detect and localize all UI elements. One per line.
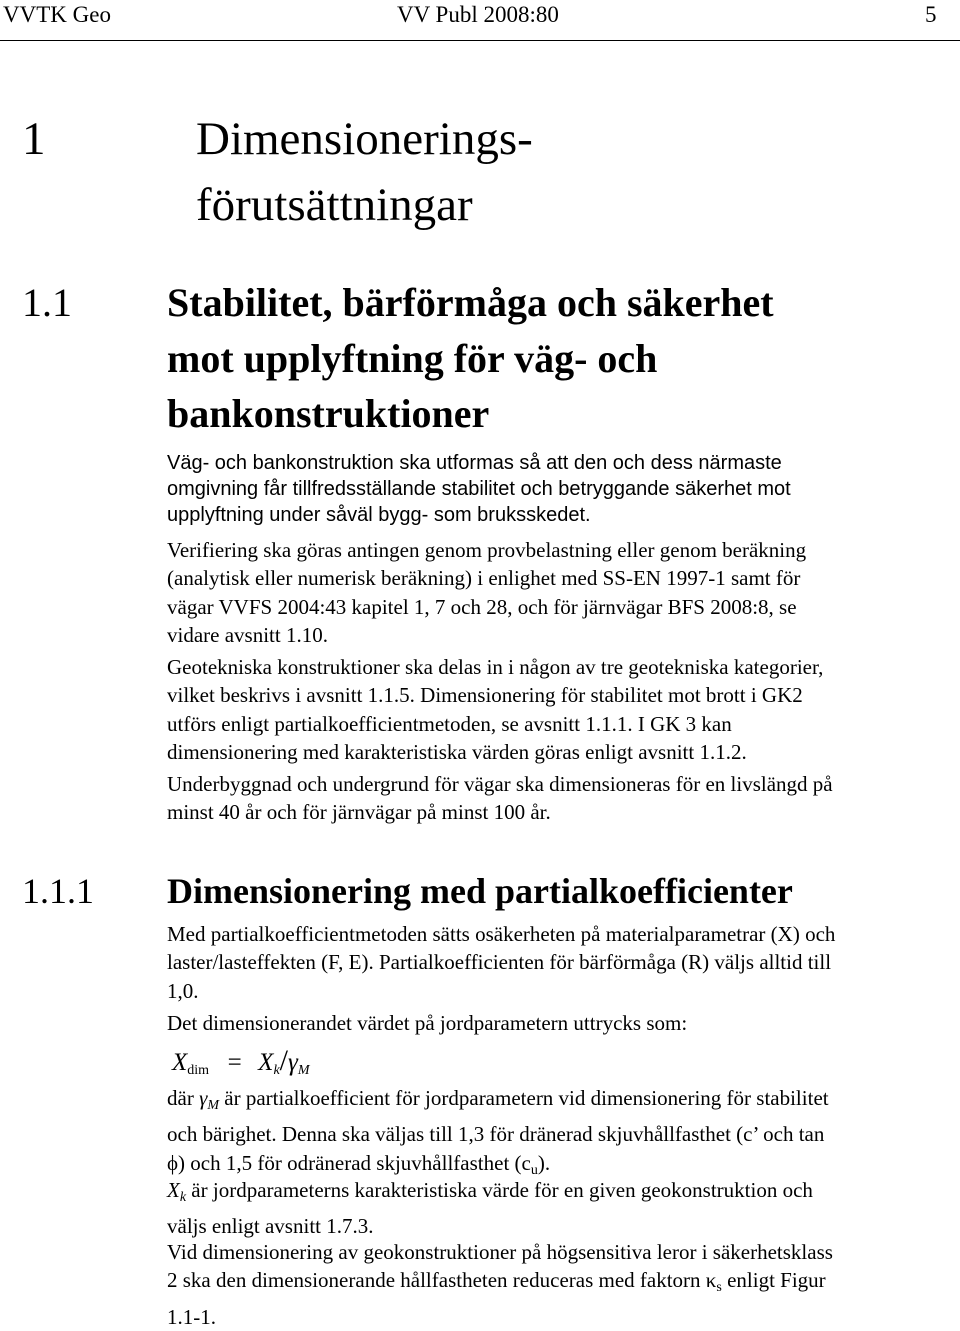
text-span: enligt Figur <box>721 1268 826 1293</box>
section-1-1-number: 1.1 <box>22 280 72 325</box>
section-1-1-title-line3: bankonstruktioner <box>167 391 490 436</box>
gamma-symbol: γ <box>199 1086 208 1110</box>
text-span: 2 ska den dimensionerande hållfastheten reduceras med faktorn κ <box>167 1268 717 1293</box>
section-1-1-1-number: 1.1.1 <box>22 871 94 911</box>
paragraph-line: minst 40 år och för järnvägar på minst 100 år. <box>167 800 551 825</box>
formula-dim-subscript: dim <box>187 1063 210 1078</box>
header-page-number: 5 <box>925 2 937 27</box>
paragraph-line: vägar VVFS 2004:43 kapitel 1, 7 och 28, och för järnvägar BFS 2008:8, se <box>167 594 797 619</box>
paragraph-line <box>167 1176 813 1212</box>
chapter-title-line1: Dimensionerings- <box>196 113 533 165</box>
intro-line: omgivning får tillfredsställande stabilitet och betryggande säkerhet mot <box>167 478 791 500</box>
paragraph-line: Underbyggnad och undergrund för vägar ska dimensioneras för en livslängd på <box>167 772 833 796</box>
paragraph-line: 1,0. <box>167 978 199 1003</box>
paragraph-line: Vid dimensionering av geokonstruktioner på högsensitiva leror i säkerhetsklass <box>167 1240 833 1264</box>
formula-slash: / <box>279 1044 289 1077</box>
header-rule <box>0 40 960 41</box>
text-span: är partialkoefficient för jordparametern vid dimensionering för stabilitet <box>219 1086 829 1110</box>
formula-x-dim: X <box>172 1049 188 1076</box>
paragraph-line: laster/lasteffekten (F, E). Partialkoefficienten för bärförmåga (R) väljs alltid till <box>167 950 832 975</box>
chapter-title-line2: förutsättningar <box>196 179 473 231</box>
paragraph-line: utförs enligt partialkoefficientmetoden, se avsnitt 1.1.1. I GK 3 kan <box>167 711 732 736</box>
paragraph-line: (analytisk eller numerisk beräkning) i enlighet med SS-EN 1997-1 samt för <box>167 566 801 591</box>
paragraph-line: 1.1-1. <box>167 1304 216 1329</box>
paragraph-design-value-intro: Det dimensionerandet värdet på jordparametern uttrycks som: <box>167 1011 688 1035</box>
text-span: är jordparameterns karakteristiska värde för en given geokonstruktion och <box>186 1178 813 1202</box>
cu-subscript: u <box>530 1162 538 1178</box>
paragraph-line: Med partialkoefficientmetoden sätts osäkerheten på materialparametrar (X) och <box>167 922 836 946</box>
paragraph-partial-coefficient-method <box>167 920 835 1005</box>
formula-equals: = <box>227 1049 242 1076</box>
section-1-1-title-line2: mot upplyftning för väg- och <box>167 336 658 381</box>
xk-subscript: k <box>179 1190 187 1205</box>
formula-k-subscript: k <box>273 1063 280 1078</box>
paragraph-line: och bärighet. Denna ska väljas till 1,3 för dränerad skjuvhållfasthet (c’ och tan <box>167 1122 825 1147</box>
header-center: VV Publ 2008:80 <box>397 2 559 27</box>
text-span: där <box>167 1086 200 1110</box>
kappa-subscript: s <box>716 1280 722 1296</box>
text-span: ϕ) och 1,5 för odränerad skjuvhållfasthet (c <box>167 1150 531 1175</box>
paragraph-line: Verifiering ska göras antingen genom provbelastning eller genom beräkning <box>167 538 807 562</box>
text-span: ). <box>537 1150 551 1175</box>
paragraph-line: dimensionering med karakteristiska värden göras enligt avsnitt 1.1.2. <box>167 740 747 765</box>
paragraph-line <box>167 1266 833 1302</box>
formula-m-subscript: M <box>297 1063 310 1078</box>
header-left: VVTK Geo <box>3 2 111 27</box>
paragraph-line: vilket beskrivs i avsnitt 1.1.5. Dimensionering för stabilitet mot brott i GK2 <box>167 683 803 708</box>
section-1-1-intro <box>167 450 791 528</box>
gamma-subscript: M <box>207 1098 220 1113</box>
section-1-1-title-line1: Stabilitet, bärförmåga och säkerhet <box>167 280 774 325</box>
paragraph-sensitive-clays <box>167 1238 833 1331</box>
paragraph-line <box>167 1084 829 1120</box>
paragraph-lifespan <box>167 770 833 827</box>
xk-symbol: X <box>167 1178 180 1202</box>
paragraph-line: Geotekniska konstruktioner ska delas in i någon av tre geotekniska kategorier, <box>167 655 824 679</box>
paragraph-gamma-m <box>167 1084 829 1185</box>
formula-design-value <box>172 1044 310 1088</box>
paragraph-line: vidare avsnitt 1.10. <box>167 623 328 648</box>
paragraph-line: väljs enligt avsnitt 1.7.3. <box>167 1214 374 1239</box>
formula-x-k: X <box>258 1049 274 1076</box>
paragraph-geotechnical-categories <box>167 653 823 767</box>
paragraph-verification <box>167 536 806 650</box>
intro-line: Väg- och bankonstruktion ska utformas så att den och dess närmaste <box>167 452 782 474</box>
paragraph-xk <box>167 1176 813 1241</box>
chapter-number: 1 <box>22 113 46 165</box>
section-1-1-1-title: Dimensionering med partialkoefficienter <box>167 871 793 911</box>
intro-line: upplyftning under såväl bygg- som bruksskedet. <box>167 504 591 526</box>
formula-gamma: γ <box>288 1049 298 1076</box>
